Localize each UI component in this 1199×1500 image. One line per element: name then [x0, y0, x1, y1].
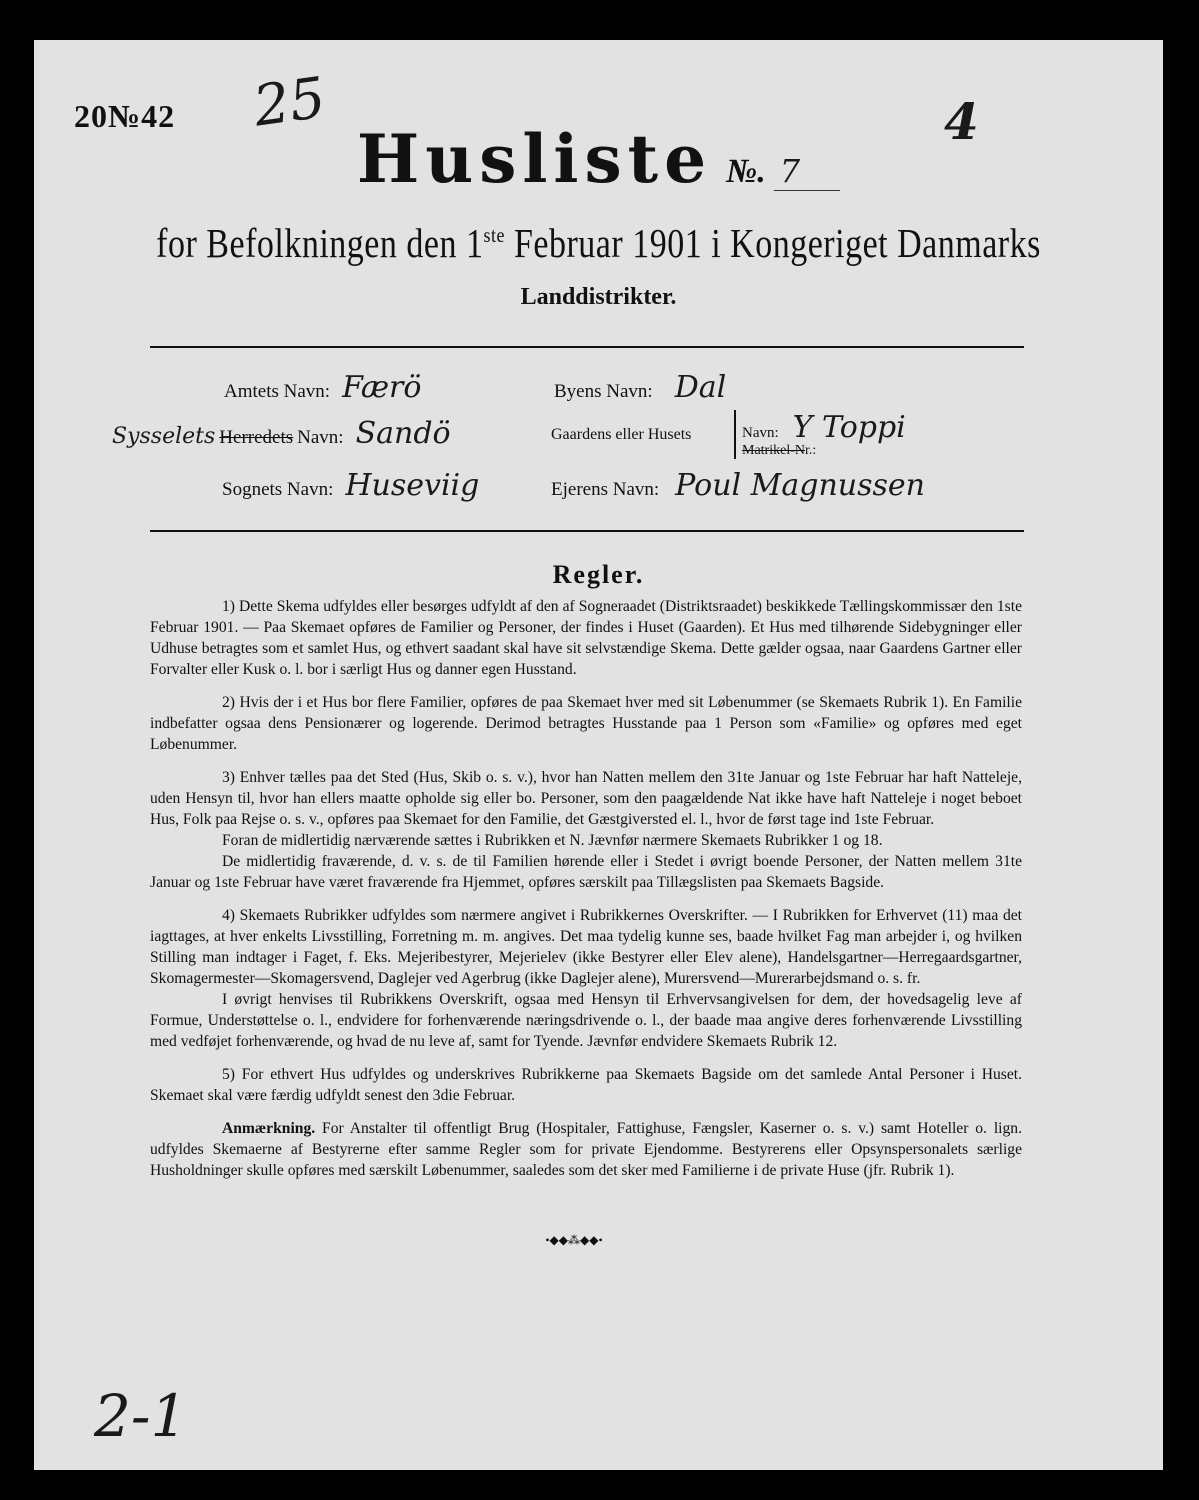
handwritten-bottom-mark: 2-1: [94, 1382, 188, 1450]
census-form-page: [34, 40, 1163, 1470]
annotation-text: For Anstalter til offentligt Brug (Hospitaler, Fattighuse, Fængsler, Kaserner o. s. v.) samt Hoteller o. lign. udfyldes Skemaerne af Bestyrerne efter samme Regler som for private Ejendomme. Bestyrerens eller Opsynspersonalets særlige Husholdninger skulle opføres med særskilt Løbenummer, saaledes som det sker med Familierne i de private Huse (jfr. Rubrik 1).: [150, 1120, 1022, 1179]
herredets-value: Sandö: [355, 416, 451, 451]
rule-1: 1) Dette Skema udfyldes eller besørges udfyldt af den af Sogneraadet (Distriktsraadet) beskikkede Tællingskommissær den 1ste Februar 1901. — Paa Skemaet opføres de Familier og Personer, der findes i Huset (Gaarden). Et Hus med tilhørende Sidebygninger eller Udhuse betragtes som et samlet Hus, og ethvert saadant skal have sit selvstændige Skema. Dette gælder ogsaa, naar Gaardens Gartner eller Forvalter eller Kusk o. l. bor i særligt Hus og danner egen Husstand.: [150, 598, 1022, 678]
herredets-field: [112, 416, 451, 451]
sognets-field: [222, 468, 479, 503]
matrikel-struck: Matrikel-N: [742, 443, 805, 458]
rule-3b: Foran de midlertidig nærværende sættes i Rubrikken et N. Jævnfør nærmere Skemaets Rubrikker 1 og 18.: [222, 832, 883, 849]
ejerens-label: Ejerens Navn:: [551, 479, 660, 500]
sysselets-hand: Sysselets: [112, 424, 216, 449]
gaardens-navn-block: [734, 410, 906, 459]
rule-4b: I øvrigt henvises til Rubrikkens Overskrift, ogsaa med Hensyn til Erhvervsangivelsen for dem, der hovedsagelig leve af Formue, Understøttelse o. l., endvidere for forhenværende næringsdrivende o. l., der baade maa angive deres forhenværende Livsstilling med vedføjet forhenværende, og hvad de nu leve af, samt for Tyende. Jævnfør endvidere Skemaets Rubrik 12.: [150, 991, 1022, 1050]
annotation-label: Anmærkning.: [222, 1120, 316, 1137]
rule-3c: De midlertidig fraværende, d. v. s. de til Familien hørende eller i Stedet i øvrigt boende Personer, der Natten mellem 31te Januar og 1ste Februar have været fraværende fra Hjemmet, opføres særskilt paa Tillægslisten paa Skemaets Bagside.: [150, 853, 1022, 891]
form-stamp-number: 20№42: [74, 98, 176, 134]
rules-text: [150, 596, 1022, 1193]
herredets-struck: Herredets: [219, 427, 294, 448]
matrikel-suffix: r.:: [804, 443, 817, 458]
gaardens-label: Gaardens eller Husets: [551, 426, 692, 443]
amtets-value: Færö: [342, 370, 422, 405]
ejerens-value: Poul Magnussen: [675, 468, 925, 503]
divider-bottom: [150, 530, 1024, 532]
title-main: Husliste: [356, 120, 713, 198]
handwritten-corner-mark: 4: [944, 92, 979, 151]
form-title: [34, 120, 1163, 198]
rule-3: 3) Enhver tælles paa det Sted (Hus, Skib o. s. v.), hvor han Natten mellem den 31te Januar og 1ste Februar har haft Natteleje, uden Hensyn til, hvor han ellers maatte opholde sig eller bo. Personer, som den paagældende Nat ikke have haft Natteleje i noget beboet Hus, Folk paa Rejse o. s. v., opføres paa Skemaet for den Familie, det Gæstgiversted el. l., hvor de først tage ind 1ste Februar.: [150, 769, 1022, 828]
byens-field: [554, 370, 726, 405]
ornament-divider: •◆◆⁂◆◆•: [545, 1233, 603, 1247]
navn-label: Navn:: [742, 425, 779, 441]
sognets-label: Sognets Navn:: [222, 479, 334, 500]
byens-label: Byens Navn:: [554, 381, 653, 402]
ejerens-field: [551, 468, 925, 503]
amtets-field: [224, 370, 421, 405]
form-subtitle: [34, 222, 1163, 268]
annotation: [150, 1118, 1022, 1181]
subtitle-post: Februar 1901 i Kongeriget Danmarks: [504, 222, 1041, 267]
subtitle-pre: for Befolkningen den 1: [156, 222, 484, 267]
rule-5: 5) For ethvert Hus udfyldes og underskrives Rubrikkerne paa Skemaets Bagside om det samlede Antal Personer i Huset. Skemaet skal være færdig udfyldt senest den 3die Februar.: [150, 1066, 1022, 1104]
house-number: 7: [774, 152, 840, 191]
form-subtitle-2: Landdistrikter.: [520, 284, 677, 310]
subtitle-sup: ste: [483, 223, 505, 248]
navn-value: Y Toppi: [792, 410, 906, 445]
byens-value: Dal: [674, 370, 727, 405]
title-no-label: №.: [726, 153, 766, 190]
rules-heading: Regler.: [552, 560, 645, 589]
sognets-value: Huseviig: [345, 468, 480, 503]
herredets-label: Navn:: [297, 427, 344, 448]
divider-top: [150, 346, 1024, 348]
amtets-label: Amtets Navn:: [224, 381, 331, 402]
handwritten-top-mark: 25: [249, 65, 330, 140]
rule-2: 2) Hvis der i et Hus bor flere Familier, opføres de paa Skemaet hver med sit Løbenummer (se Skemaets Rubrik 1). En Familie indbefatter ogsaa dens Pensionærer og logerende. Derimod betragtes Husstande paa 1 Person som «Familie» og opføres med eget Løbenummer.: [150, 694, 1022, 753]
rule-4: 4) Skemaets Rubrikker udfyldes som nærmere angivet i Rubrikkernes Overskrifter. — I Rubrikken for Erhvervet (11) maa det iagttages, at hver enkelts Livsstilling, Forretning m. m. angives. Det maa tydelig kunne ses, baade hvilket Fag man arbejder i, og hvilken Stilling man indtager i Faget, f. Eks. Mejeribestyrer, Mejerielev (ikke Bestyrer eller Elev alene), Handelsgartner—Herregaardsgartner, Skomagermester—Skomagersvend, Daglejer ved Agerbrug (ikke Daglejer alene), Murersvend—Murerarbejdsmand o. s. fr.: [150, 907, 1022, 987]
